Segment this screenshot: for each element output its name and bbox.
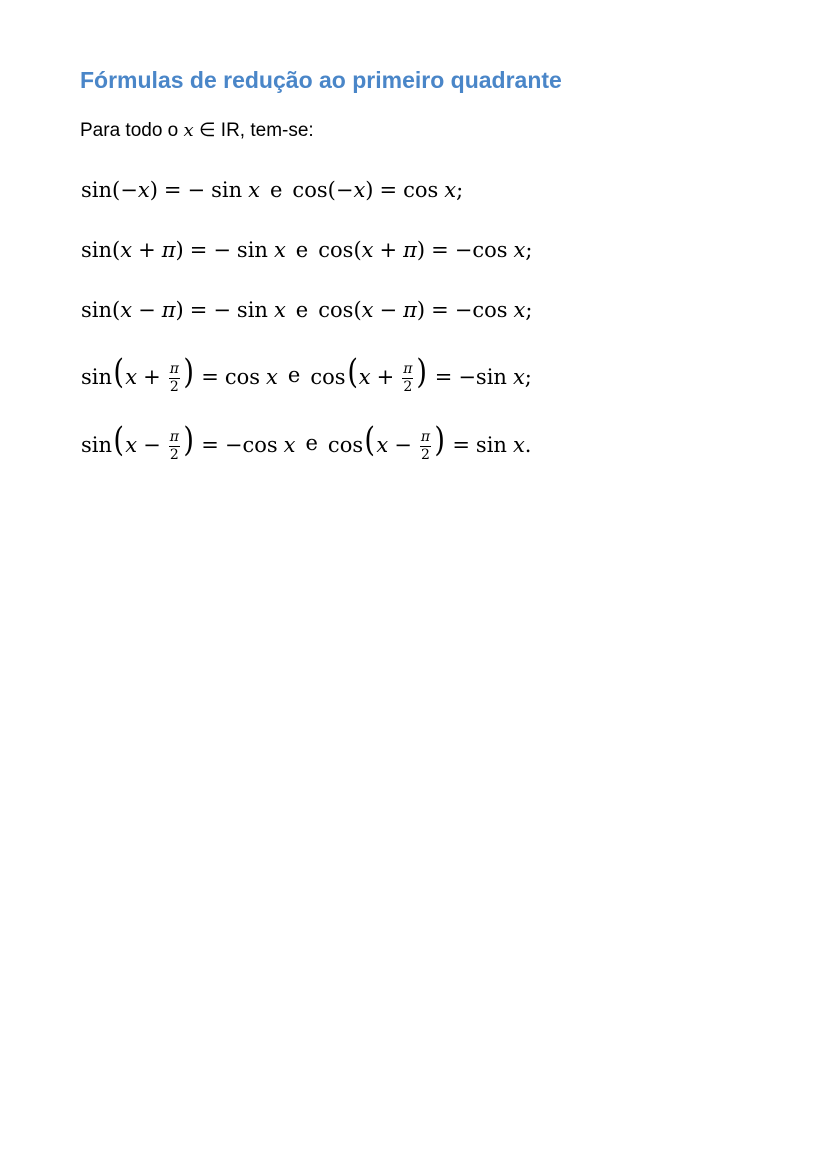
formula-4-conjunction: e [287, 363, 301, 388]
intro-sentence [80, 119, 314, 142]
intro-variable: x [183, 120, 194, 141]
pi-over-two-fraction: $\frac{\pi}{2}$ [403, 361, 413, 395]
formula-line-5 [81, 420, 532, 463]
intro-after: ∈ IR, tem-se: [193, 120, 314, 141]
formula-5-conjunction: e [305, 431, 318, 456]
formula-3-conjunction: e [295, 298, 309, 322]
formula-line-4 [81, 352, 532, 395]
formula-2-left: sin(x + π) = − sin x [81, 238, 286, 262]
formula-line-1 [81, 178, 463, 202]
formula-line-3 [81, 298, 532, 322]
formula-5-right: cos(x − $\frac{\pi}{2}$ ) = sin x. [327, 420, 532, 463]
formula-4-left: sin(x + $\frac{\pi}{2}$ ) = cos x [81, 352, 278, 395]
pi-over-two-fraction: $\frac{\pi}{2}$ [169, 429, 179, 463]
intro-before: Para todo o [80, 120, 184, 141]
formula-5-left: sin(x − $\frac{\pi}{2}$ ) = −cos x [81, 420, 296, 463]
formula-line-2 [81, 238, 532, 262]
formula-3-left: sin(x − π) = − sin x [81, 298, 286, 322]
formula-3-right: cos(x − π) = −cos x; [318, 298, 533, 322]
pi-over-two-fraction: $\frac{\pi}{2}$ [169, 361, 179, 395]
formula-2-right: cos(x + π) = −cos x; [318, 238, 533, 262]
page-title: Fórmulas de redução ao primeiro quadrante [80, 67, 562, 93]
formula-1-right: cos(−x) = cos x; [292, 178, 464, 202]
pi-over-two-fraction: $\frac{\pi}{2}$ [420, 429, 431, 463]
formula-4-right: cos(x + $\frac{\pi}{2}$ ) = −sin x; [310, 352, 532, 395]
formula-2-conjunction: e [295, 238, 309, 262]
formula-1-conjunction: e [269, 178, 283, 202]
formula-1-left: sin(−x) = − sin x [81, 178, 260, 202]
